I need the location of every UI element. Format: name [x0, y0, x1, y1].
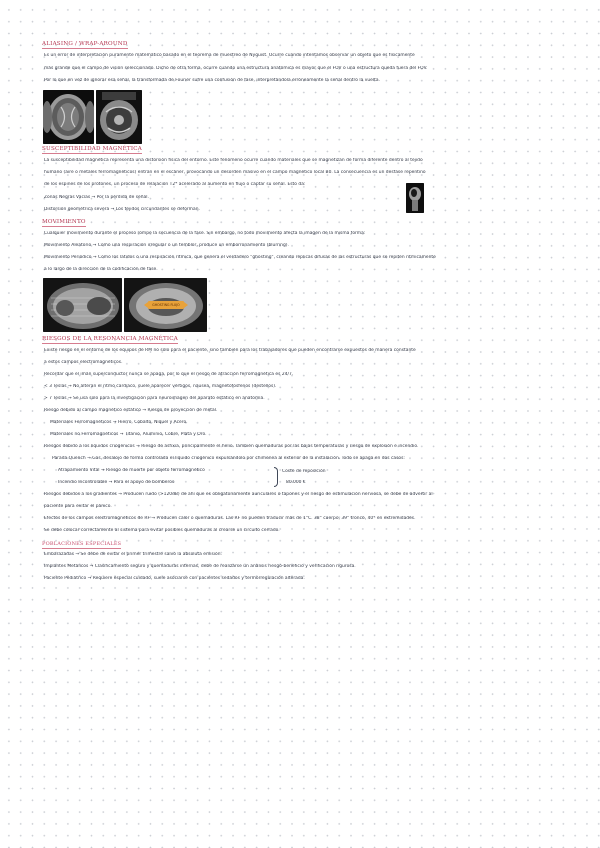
susceptibilidad-line-1: La susceptibilidad magnética representa una distorsión física del entorno. Este fenómeno ocurre cuando materiales que se magnetizan de forma diferente dentro al tejido — [44, 158, 423, 163]
aliasing-line-2: más grande que el campo de visión seleccionado. Dicho de otra forma, ocurre cuando una estructura anatómica es mayor que el FOV o una estructura queda fuera del FOV. — [44, 66, 428, 71]
susceptibilidad-item-1: Zonas Negras Vacías → Por la pérdida de señal. — [44, 195, 149, 200]
aliasing-line-3: Por lo que en vez de ignorar esa señal, la transformada de Fourier sufre una confusión de fase, interpretándola erróneamente la señal dentro la vuelta. — [44, 78, 381, 83]
poblaciones-item-1: Embarazadas → Se debe de evitar el primer trimestre salvo la absoluta emisión. — [44, 552, 222, 557]
quench-item-2: Incendio Incontrolable → Para el apoyo de bomberos — [58, 480, 175, 485]
riesgos-line-1: Existe riesgo en el entorno de los equipos de RM no sólo para el paciente, sino también para los trabajadores que pueden encontrarse expuestos de manera constante — [44, 348, 416, 353]
susceptibilidad-item-2: Distorsión geométrica severa → Los tejidos circundantes se deforman. — [44, 207, 200, 212]
mri-susceptibility-image — [406, 183, 424, 213]
riesgos-rf-line-2: Se debe colocar correctamente al sistema para evitar posibles quemaduras al crearse un circuito cerrado. — [44, 528, 280, 533]
susceptibilidad-line-3: de los espines de los protones, un proceso de relajación T2* acelerado al aumento en flujo o captar su señal. Esto da: — [44, 182, 306, 187]
section-title-poblaciones: POBLACIONES ESPECIALES — [42, 541, 122, 547]
poblaciones-item-3: Paciente Pediátrico → Requiere especial cuidado, suele asociarse con pacientes sedados y termorregulación alterada. — [44, 576, 305, 581]
quench-brace — [274, 467, 278, 487]
poblaciones-item-2: Implantes Metálicos → Clasificamiento seguro y quemaduras internas, debe de realizarse un análisis riesgo-beneficio y verificación rigurosa. — [44, 564, 356, 569]
ghosting-flow-label: GHOSTING FLUJO — [152, 303, 180, 307]
susceptibilidad-line-2: humano (aire o metales ferromagnéticos) entran en el escáner, provocando un desorden masivo en el campo magnético local B0. La consecuencia es un desfase repentino — [44, 170, 426, 175]
riesgos-line-8: Materiales no Ferromagnéticos → Titanio, Aluminio, Cobre, Plata y Oro. — [50, 432, 207, 437]
quench-item-1: Atrapamiento Vital → Riesgo de muerte por objeto ferromagnético — [58, 468, 205, 473]
movimiento-item-1: Movimiento Aleatorio → Como una respiración irregular o un temblor, produce un emborronamiento (blurring). — [44, 243, 289, 248]
riesgos-line-3: Recordar que el imán superconductor nunca se apaga, por lo que el riesgo de atracción ferromagnética es 24/7. — [44, 372, 294, 377]
movimiento-line-1: Cualquier movimiento durante el proceso rompe la secuencia de la fase. Sin embargo, no todo movimiento afecta la imagen de la misma forma: — [44, 231, 366, 236]
section-title-susceptibilidad: SUSCEPTIBILIDAD MAGNÉTICA — [42, 146, 142, 152]
aliasing-line-1: Es un error de interpretación puramente matemático basado en el teorema de muestreo de Nyquist. Ocurre cuando intentamos observar un objeto que es físicamente — [44, 53, 415, 58]
mri-aliasing-image-1 — [43, 90, 94, 144]
riesgos-line-2: a estos campos electromagnéticos. — [44, 360, 123, 365]
section-title-riesgos: RIESGOS DE LA RESONANCIA MAGNÉTICA — [42, 336, 179, 342]
mri-motion-image-2 — [124, 278, 207, 332]
section-title-movimiento: MOVIMIENTO — [42, 219, 86, 225]
section-title-aliasing: ALIASING / WRAP-AROUND — [42, 41, 128, 47]
riesgos-rf-line-1: Efectos de los campos electromagnéticos de RF → Producen calor o quemaduras. Las RF no pueden traducir más de 1°C. 38° cuerpo, 39° tronco, 40° en extremidades. — [44, 516, 416, 521]
quench-cost: 80.000 € — [286, 480, 306, 485]
riesgos-line-6: Riesgo debido al campo magnético estático → Riesgo de proyección de metal. — [44, 408, 218, 413]
quench-note: Coste de reposición — [282, 469, 326, 474]
movimiento-item-3: a lo largo de la dirección de la codificación de fase. — [44, 267, 158, 272]
riesgos-gradientes-line-1: Riesgos debidos a los gradientes → Producen ruido (>120dB) de ahí que es obligatoriamente auriculares o tapones y el riesgo de estimulación nerviosa, se debe de advertir al — [44, 492, 433, 497]
riesgos-line-5: > 7 Teslas → Se usa solo para la investigación para neuroimagen del aparato estático en anatomía. — [44, 396, 265, 401]
mri-aliasing-image-2 — [96, 90, 142, 144]
riesgos-line-10: Parada Quench → Gas, desalojo de forma controlada el líquido criogénico expulsándolo por chimenea al exterior de la instalación. Todo se apaga en dos casos: — [52, 456, 405, 461]
mri-motion-image-1 — [43, 278, 122, 332]
riesgos-gradientes-line-2: paciente para evitar el pánico. — [44, 504, 112, 509]
riesgos-line-4: < 3 Teslas → No alteran el ritmo cardiaco, suele aparecer vértigos, náusea, magnetofosfenos (destellos). — [44, 384, 277, 389]
movimiento-item-2: Movimiento Periódico → Como los latidos o una respiración rítmica, que genera el verdadero "ghosting", creando réplicas difusas de las estructuras que se repiten ritmicamente — [44, 255, 436, 260]
riesgos-line-9: Riesgos debido a los líquidos criogénicos → Riesgo de asfixia, principalmente el helio. También quemaduras por las bajas temperaturas y riesgo de explosión e incendio. — [44, 444, 419, 449]
riesgos-line-7: Materiales Ferromagnéticos → Hierro, Cobalto, Níquel y Acero. — [50, 420, 188, 425]
